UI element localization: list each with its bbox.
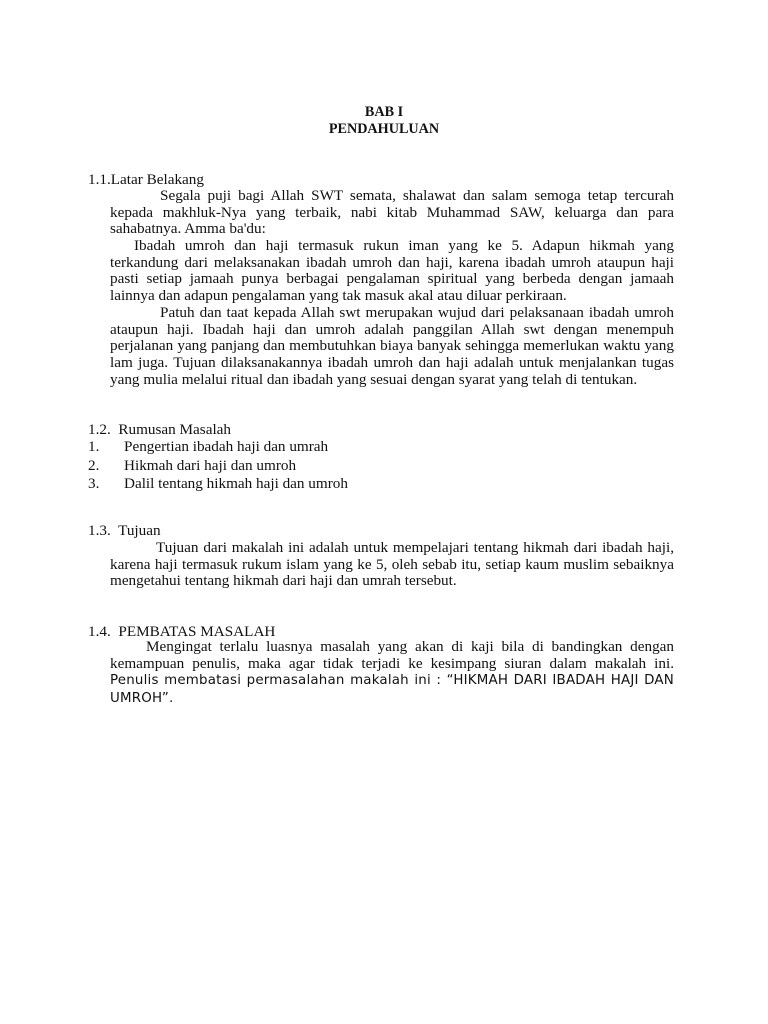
chapter-title: PENDAHULUAN: [328, 121, 440, 137]
paragraph-background-1: Segala puji bagi Allah SWT semata, shalawat dan salam semoga tetap tercurah kepada makhluk-Nya yang terbaik, nabi kitab Muhammad SAW, keluarga dan para sahabatnya. Amma ba'du:: [110, 187, 674, 238]
list-item-number: 1.: [88, 438, 100, 455]
paragraph-background-2: Ibadah umroh dan haji termasuk rukun iman yang ke 5. Adapun hikmah yang terkandung dari melaksanakan ibadah umroh dan haji, karena ibadah umroh ataupun haji pasti setiap jamaah punya berbagai pengalaman spiritual yang berbeda dengan jamaah lainnya dan adapun pengalaman yang tak masuk akal atau diluar perkiraan.: [110, 237, 674, 305]
chapter-heading: [0, 104, 768, 138]
list-item-text: Hikmah dari haji dan umroh: [124, 456, 297, 474]
section-heading-pembatas-masalah: 1.4. PEMBATAS MASALAH: [88, 623, 276, 640]
list-item-text: Dalil tentang hikmah haji dan umroh: [124, 475, 348, 492]
list-item-text: Pengertian ibadah haji dan umrah: [124, 438, 329, 455]
list-item-number: 2.: [88, 456, 100, 474]
section-heading-rumusan-masalah: 1.2. Rumusan Masalah: [88, 421, 231, 438]
section-heading-latar-belakang: 1.1.Latar Belakang: [88, 171, 204, 188]
paragraph-scope-text: Mengingat terlalu luasnya masalah yang akan di kaji bila di bandingkan dengan kemampuan penulis, maka agar tidak terjadi ke kesimpang siuran dalam makalah ini.: [110, 638, 674, 672]
paragraph-scope: [110, 639, 674, 708]
chapter-number: BAB I: [364, 104, 404, 120]
list-item-number: 3.: [88, 475, 100, 492]
section-heading-tujuan: 1.3. Tujuan: [88, 522, 161, 539]
paragraph-background-3: Patuh dan taat kepada Allah swt merupakan wujud dari pelaksanaan ibadah umroh ataupun haji. Ibadah haji dan umroh adalah panggilan Allah swt dengan menempuh perjalanan yang panjang dan membutuhkan biaya banyak sehingga memerlukan waktu yang lam juga. Tujuan dilaksanakannya ibadah umroh dan haji adalah untuk menjalankan tugas yang mulia melalui ritual dan ibadah yang sesuai dengan syarat yang telah di tentukan.: [110, 304, 674, 388]
paragraph-purpose: Tujuan dari makalah ini adalah untuk mempelajari tentang hikmah dari ibadah haji, karena haji termasuk rukum islam yang ke 5, oleh sebab itu, setiap kaum muslim sebaiknya mengetahui tentang hikmah dari haji dan umrah tersebut.: [110, 539, 674, 590]
paragraph-scope-tail: Penulis membatasi permasalahan makalah ini : “HIKMAH DARI IBADAH HAJI DAN UMROH”.: [110, 673, 674, 707]
